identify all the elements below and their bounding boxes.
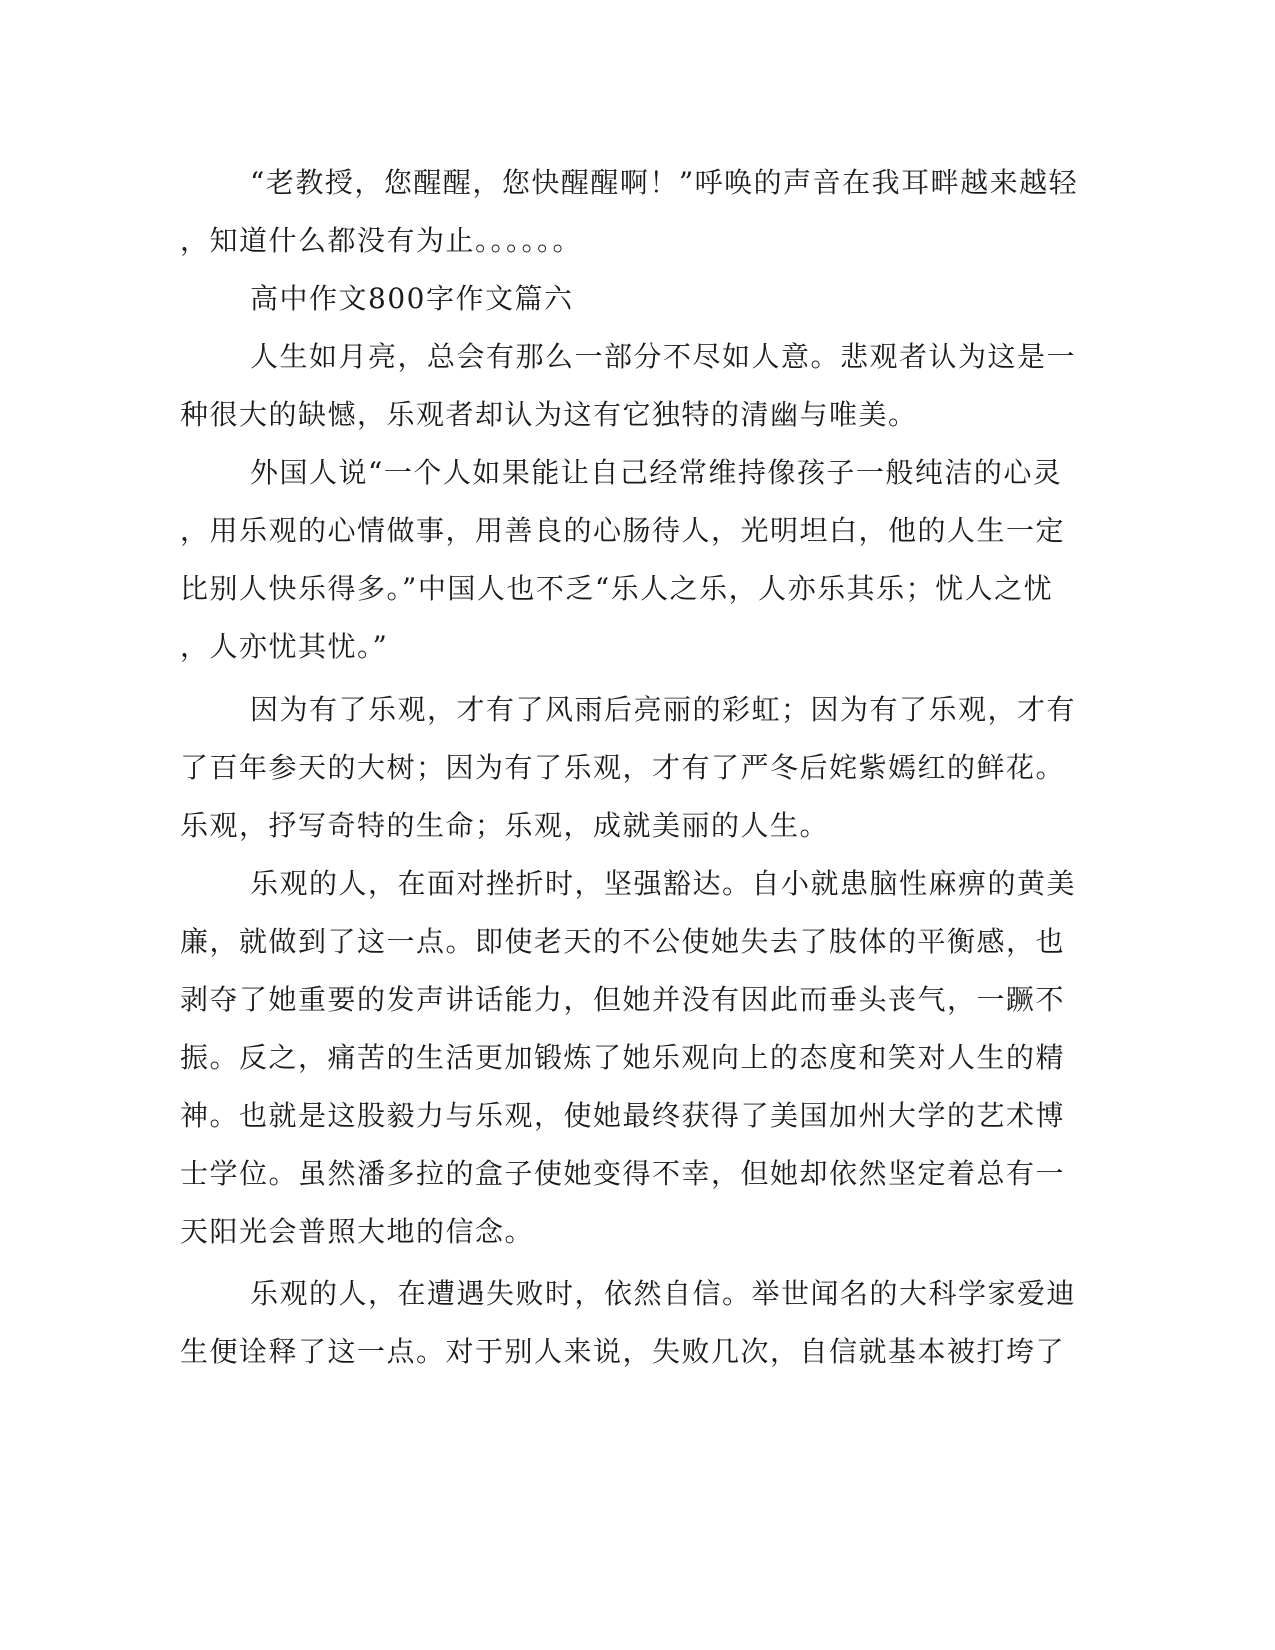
text-line-5: 种很大的缺憾，乐观者却认为这有它独特的清幽与唯美。 (180, 398, 918, 431)
text-line-21: 生便诠释了这一点。对于别人来说，失败几次，自信就基本被打垮了 (180, 1335, 1066, 1368)
text-line-2: ，知道什么都没有为止。。。。。。 (180, 224, 583, 257)
text-line-19: 天阳光会普照大地的信念。 (180, 1215, 535, 1248)
text-line-16: 振。反之，痛苦的生活更加锻炼了她乐观向上的态度和笑对人生的精 (180, 1041, 1066, 1074)
text-line-1: “老教授，您醒醒，您快醒醒啊！”呼唤的声音在我耳畔越来越轻 (250, 166, 1079, 199)
text-line-14: 廉，就做到了这一点。即使老天的不公使她失去了肢体的平衡感，也 (180, 925, 1066, 958)
text-line-13: 乐观的人，在面对挫折时，坚强豁达。自小就患脑性麻痹的黄美 (250, 867, 1077, 900)
text-line-6: 外国人说“一个人如果能让自己经常维持像孩子一般纯洁的心灵 (250, 456, 1063, 489)
section-heading: 高中作文800字作文篇六 (250, 282, 574, 315)
text-line-4: 人生如月亮，总会有那么一部分不尽如人意。悲观者认为这是一 (250, 340, 1077, 373)
text-line-18: 士学位。虽然潘多拉的盒子使她变得不幸，但她却依然坚定着总有一 (180, 1157, 1066, 1190)
text-line-20: 乐观的人，在遭遇失败时，依然自信。举世闻名的大科学家爱迪 (250, 1277, 1077, 1310)
text-line-17: 神。也就是这股毅力与乐观，使她最终获得了美国加州大学的艺术博 (180, 1099, 1066, 1132)
text-line-11: 了百年参天的大树；因为有了乐观，才有了严冬后姹紫嫣红的鲜花。 (180, 751, 1066, 784)
text-line-9: ，人亦忧其忧。” (180, 630, 389, 663)
text-line-8: 比别人快乐得多。”中国人也不乏“乐人之乐，人亦乐其乐；忧人之忧 (180, 572, 1054, 605)
text-line-7: ，用乐观的心情做事，用善良的心肠待人，光明坦白，他的人生一定 (180, 514, 1066, 547)
text-line-12: 乐观，抒写奇特的生命；乐观，成就美丽的人生。 (180, 809, 830, 842)
text-line-10: 因为有了乐观，才有了风雨后亮丽的彩虹；因为有了乐观，才有 (250, 693, 1077, 726)
text-line-15: 剥夺了她重要的发声讲话能力，但她并没有因此而垂头丧气，一蹶不 (180, 983, 1066, 1016)
